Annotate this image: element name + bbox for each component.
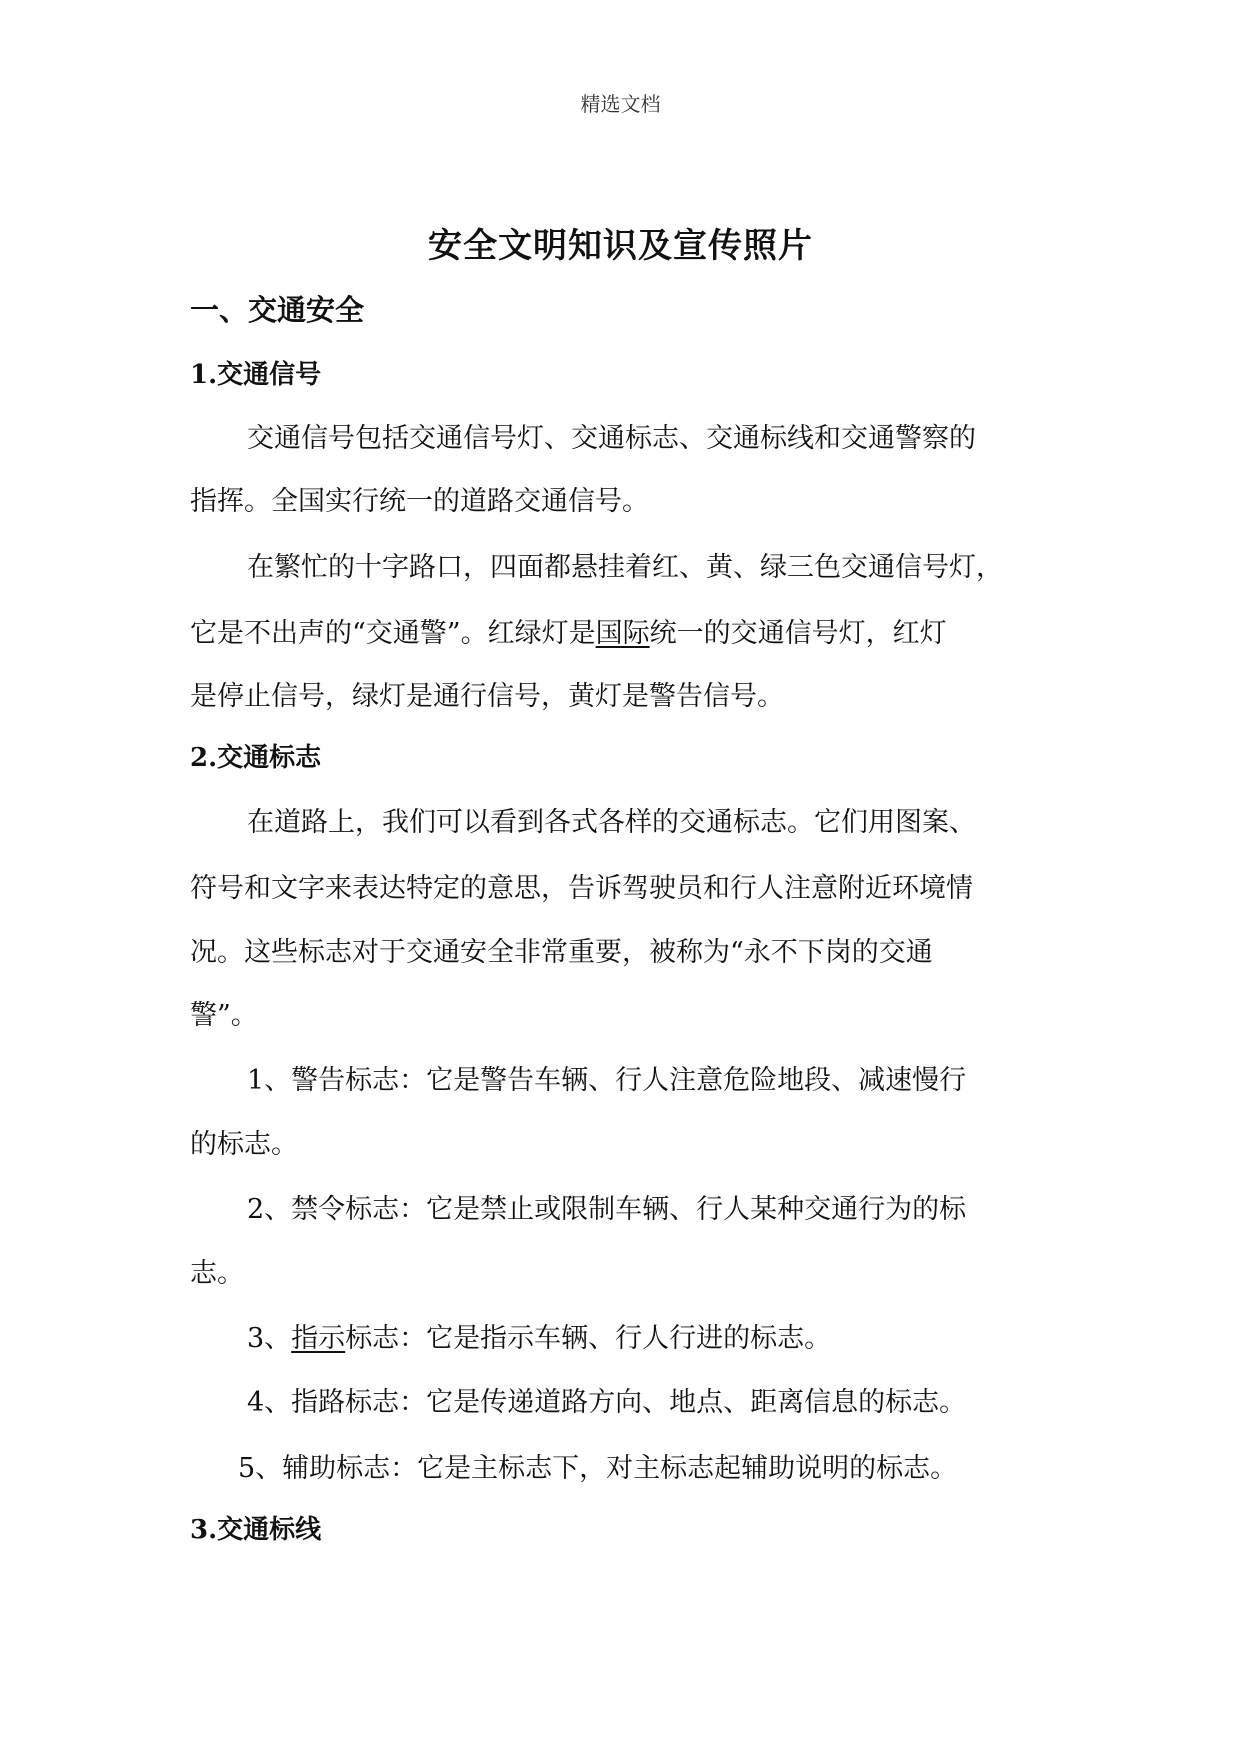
list-item-auxiliary-signs: 5、辅助标志：它是主标志下，对主标志起辅助说明的标志。 bbox=[238, 1453, 958, 1484]
text-span: 统一的交通信号灯，红灯 bbox=[649, 618, 947, 649]
paragraph-line: 指挥。全国实行统一的道路交通信号。 bbox=[190, 486, 649, 517]
text-span: 标志：它是指示车辆、行人行进的标志。 bbox=[345, 1323, 832, 1354]
paragraph-line: 是停止信号，绿灯是通行信号，黄灯是警告信号。 bbox=[190, 681, 784, 712]
page-header: 精选文档 bbox=[580, 92, 661, 116]
paragraph-line: 警”。 bbox=[190, 1000, 258, 1031]
paragraph-line bbox=[190, 611, 947, 650]
subsection-heading-traffic-signals: 1.交通信号 bbox=[190, 360, 322, 390]
paragraph-line: 在繁忙的十字路口，四面都悬挂着红、黄、绿三色交通信号灯， bbox=[247, 552, 1003, 583]
list-item-continuation: 志。 bbox=[190, 1258, 244, 1289]
paragraph-line: 况。这些标志对于交通安全非常重要，被称为“永不下岗的交通 bbox=[190, 937, 933, 968]
list-item-prohibition-signs: 2、禁令标志：它是禁止或限制车辆、行人某种交通行为的标 bbox=[247, 1194, 967, 1225]
text-span: 它是不出声的“交通警”。红绿灯是 bbox=[190, 618, 596, 649]
paragraph-line: 符号和文字来表达特定的意思，告诉驾驶员和行人注意附近环境情 bbox=[190, 873, 973, 904]
list-item-continuation: 的标志。 bbox=[190, 1129, 298, 1160]
underlined-term: 国际 bbox=[595, 618, 650, 649]
list-item-mandatory-signs bbox=[247, 1316, 831, 1355]
document-title: 安全文明知识及宣传照片 bbox=[428, 226, 813, 266]
text-span: 3、 bbox=[247, 1323, 292, 1354]
paragraph-line: 交通信号包括交通信号灯、交通标志、交通标线和交通警察的 bbox=[247, 423, 976, 454]
underlined-term: 指示 bbox=[291, 1323, 346, 1354]
section-heading-traffic-safety: 一、交通安全 bbox=[190, 293, 365, 327]
subsection-heading-road-markings: 3.交通标线 bbox=[190, 1515, 322, 1545]
list-item-warning-signs: 1、警告标志：它是警告车辆、行人注意危险地段、减速慢行 bbox=[247, 1065, 967, 1096]
subsection-heading-traffic-signs: 2.交通标志 bbox=[190, 743, 322, 773]
list-item-guide-signs: 4、指路标志：它是传递道路方向、地点、距离信息的标志。 bbox=[247, 1387, 967, 1418]
paragraph-line: 在道路上，我们可以看到各式各样的交通标志。它们用图案、 bbox=[247, 807, 976, 838]
